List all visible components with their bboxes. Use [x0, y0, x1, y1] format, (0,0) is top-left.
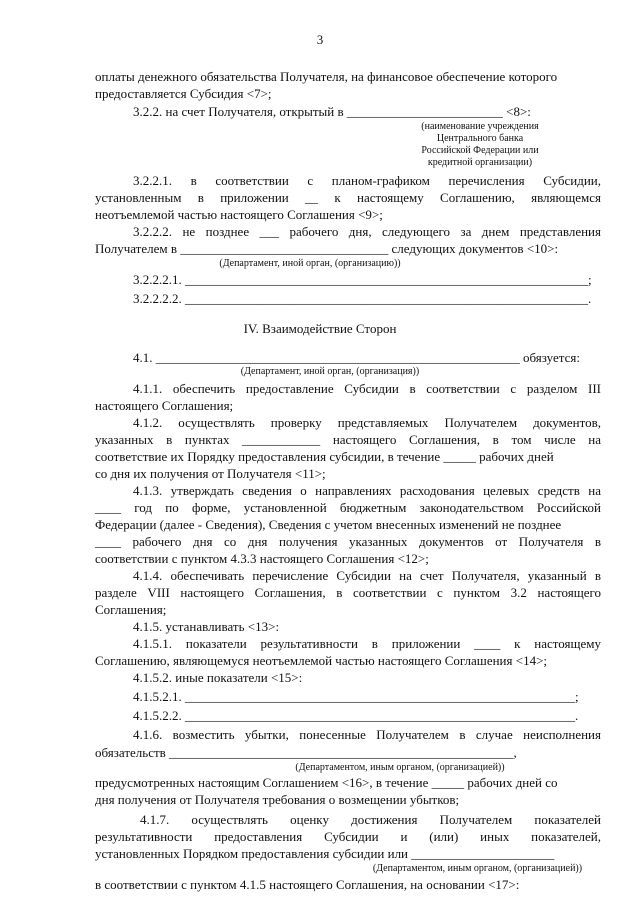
text-line: Соглашению, являющемуся неотъемлемой частью настоящего Соглашения <14>; [95, 653, 548, 668]
text-line: 4.1.1. обеспечить предоставление Субсидии в соответствии с разделом III [133, 381, 601, 396]
text-line: 4.1.5. устанавливать <13>: [133, 619, 280, 634]
text-line: ____ год по форме, установленной бюджетным законодательством Российской [95, 500, 601, 515]
text-line: 4.1.5.1. показатели результативности в приложении ____ к настоящему [133, 636, 601, 651]
text-line: в соответствии с пунктом 4.1.5 настоящего Соглашения, на основании <17>: [95, 877, 520, 892]
field-caption: (Департамент, иной орган, (организация)) [240, 366, 420, 377]
text-line: Федерации (далее - Сведения), Сведения с учетом внесенных изменений не позднее [95, 517, 562, 532]
text-line: предусмотренных настоящим Соглашением <16>, в течение _____ рабочих дней со [95, 775, 558, 790]
text-line: 4.1.5.2.2. ____________________________________________________________. [133, 708, 579, 723]
field-caption: Российской Федерации или [421, 145, 539, 156]
field-caption: (наименование учреждения [421, 121, 539, 132]
text-line: 3.2.2.2.1. ______________________________________________________________; [133, 272, 592, 287]
text-line: 3.2.2.1. в соответствии с планом-графиком перечисления Субсидии, [133, 173, 601, 188]
text-line: 3.2.2. на счет Получателя, открытый в ________________________ <8>: [133, 104, 531, 119]
text-line: указанных в пунктах ____________ настоящего Соглашения, в том числе на [95, 432, 601, 447]
text-line: 4.1.5.2. иные показатели <15>: [133, 670, 303, 685]
text-line: разделе VIII настоящего Соглашения, в соответствии с пунктом 3.2 настоящего [95, 585, 601, 600]
page-number: 3 [316, 32, 324, 47]
text-line: 4.1.3. утверждать сведения о направлениях расходования целевых средств на [133, 483, 601, 498]
field-caption: Центрального банка [436, 133, 524, 144]
text-line: результативности предоставления Субсидии и (или) иных показателей, [95, 829, 601, 844]
text-line: соответствии с пунктом 4.3.3 настоящего Соглашения <12>; [95, 551, 429, 566]
text-line: неотъемлемой частью настоящего Соглашения <9>; [95, 207, 383, 222]
text-line: 4.1.6. возместить убытки, понесенные Получателем в случае неисполнения [133, 727, 601, 742]
text-line: обязательств _____________________________________________________, [95, 745, 517, 760]
text-line: дня получения от Получателя требования о возмещении убытков; [95, 792, 460, 807]
text-line: 4.1.7. осуществлять оценку достижения Получателем показателей [140, 812, 601, 827]
field-caption: (Департамент, иной орган, (организацию)) [219, 258, 401, 269]
text-line: 4.1. ________________________________________________________ обязуется: [133, 350, 580, 365]
text-line: предоставляется Субсидия <7>; [95, 86, 272, 101]
text-line: оплаты денежного обязательства Получателя, на финансовое обеспечение которого [95, 69, 558, 84]
text-line: установленным в приложении __ к настоящему Соглашению, являющемся [95, 190, 601, 205]
text-line: 3.2.2.2. не позднее ___ рабочего дня, следующего за днем представления [133, 224, 601, 239]
section-heading: IV. Взаимодействие Сторон [243, 321, 397, 336]
text-line: со дня их получения от Получателя <11>; [95, 466, 326, 481]
text-line: установленных Порядком предоставления субсидии или ______________________ [95, 846, 555, 861]
text-line: соответствие их Порядку предоставления субсидии, в течение _____ рабочих дней [95, 449, 554, 464]
text-line: 4.1.2. осуществлять проверку представляемых Получателем документов, [133, 415, 601, 430]
field-caption: кредитной организации) [427, 157, 533, 168]
text-line: настоящего Соглашения; [95, 398, 234, 413]
text-line: 4.1.5.2.1. ____________________________________________________________; [133, 689, 579, 704]
text-line: ____ рабочего дня со дня получения указанных документов от Получателя в [95, 534, 601, 549]
text-line: Соглашения; [95, 602, 167, 617]
text-line: 3.2.2.2.2. ______________________________________________________________. [133, 291, 592, 306]
text-line: 4.1.4. обеспечивать перечисление Субсидии на счет Получателя, указанный в [133, 568, 601, 583]
text-line: Получателем в ________________________________ следующих документов <10>: [95, 241, 559, 256]
field-caption: (Департаментом, иным органом, (организацией)) [295, 762, 505, 773]
field-caption: (Департаментом, иным органом, (организацией)) [372, 863, 583, 874]
